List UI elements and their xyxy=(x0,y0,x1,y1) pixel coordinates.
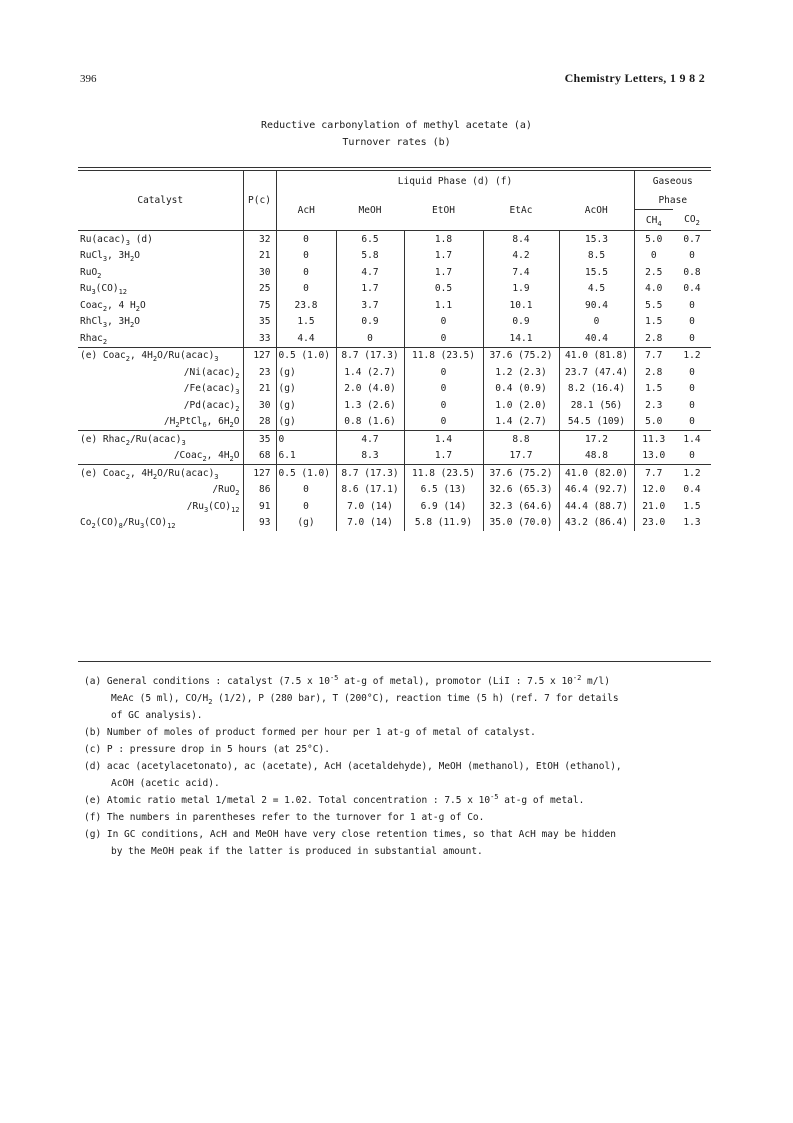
footnote-e: (e) Atomic ratio metal 1/metal 2 = 1.02. Total concentration : 7.5 x $10^{-5}$ at-g of metal. xyxy=(84,793,585,806)
header-pressure: P(c) xyxy=(243,171,276,231)
meoh-cell: 8.7 (17.3) xyxy=(336,465,404,482)
table-row xyxy=(78,231,711,248)
caption-title: Reductive carbonylation of methyl acetate (a) xyxy=(261,120,532,131)
ach-cell: 0 xyxy=(276,431,336,448)
table-row xyxy=(78,297,711,314)
data-table-container xyxy=(78,167,711,531)
p-cell: 32 xyxy=(243,231,276,248)
header-co2: $CO_2$ xyxy=(684,214,700,228)
meoh-cell: 1.4 (2.7) xyxy=(336,364,404,381)
footnote-c: (c) P : pressure drop in 5 hours (at 25°C). xyxy=(84,744,330,755)
p-cell: 30 xyxy=(243,397,276,414)
meoh-cell: 0 xyxy=(336,330,404,347)
p-cell: 35 xyxy=(243,431,276,448)
header-gaseous-1: Gaseous xyxy=(652,175,693,187)
table-row xyxy=(78,482,711,499)
catalyst-cell: $Ru_3(CO)_{12}$ xyxy=(78,281,243,298)
co2-cell: 1.5 xyxy=(683,500,701,512)
etoh-cell: 6.5 (13) xyxy=(404,482,483,499)
ch4-cell: 5.0 xyxy=(634,231,673,248)
catalyst-cell: /Coac$_2$, $4H_2O$ xyxy=(78,448,243,465)
catalyst-cell: (e) $Rhac_2/Ru(acac)_3$ xyxy=(78,431,243,448)
footnote-g-line2: by the MeOH peak if the latter is produced in substantial amount. xyxy=(111,846,483,857)
acoh-cell: 41.0 (81.8) xyxy=(559,347,634,364)
footnote-g-line1: (g) In GC conditions, AcH and MeOH have very close retention times, so that AcH may be hidden xyxy=(84,829,616,840)
ch4-cell: 7.7 xyxy=(634,465,673,482)
table-row xyxy=(78,515,711,532)
meoh-cell: 4.7 xyxy=(336,264,404,281)
acoh-cell: 17.2 xyxy=(559,431,634,448)
acoh-cell: 28.1 (56) xyxy=(559,397,634,414)
p-cell: 25 xyxy=(243,281,276,298)
ach-cell: (g) xyxy=(276,414,336,431)
footnote-a-line1: (a) General conditions : catalyst (7.5 x $10^{-5}$ at-g of metal), promotor (LiI : 7.5 x $10^{-2}$ m/l) xyxy=(84,674,610,687)
table-row xyxy=(78,314,711,331)
ach-cell: 1.5 xyxy=(276,314,336,331)
meoh-cell: 5.8 xyxy=(336,248,404,265)
catalyst-cell: $/Pd(acac)_2$ xyxy=(78,397,243,414)
etoh-cell: 11.8 (23.5) xyxy=(404,465,483,482)
meoh-cell: 7.0 (14) xyxy=(336,498,404,515)
acoh-cell: 54.5 (109) xyxy=(559,414,634,431)
co2-cell: 0 xyxy=(689,299,695,311)
catalyst-cell: RuCl$_3$, $3H_2O$ xyxy=(78,248,243,265)
p-cell: 127 xyxy=(243,347,276,364)
etac-cell: 10.1 xyxy=(483,297,559,314)
co2-cell: 0 xyxy=(689,450,695,462)
co2-cell: 0 xyxy=(689,399,695,411)
ch4-cell: 2.3 xyxy=(645,399,663,411)
catalyst-cell: (e) Coac$_2$, $4H_2O/Ru(acac)_3$ xyxy=(78,465,243,482)
table-row xyxy=(78,381,711,398)
acoh-cell: 48.8 xyxy=(559,448,634,465)
ch4-cell: 21.0 xyxy=(642,500,666,512)
p-cell: 23 xyxy=(243,364,276,381)
ch4-cell: 11.3 xyxy=(634,431,673,448)
catalyst-cell: $/Fe(acac)_3$ xyxy=(78,381,243,398)
ach-cell: (g) xyxy=(276,381,336,398)
acoh-cell: 43.2 (86.4) xyxy=(559,515,634,532)
header-acoh: AcOH xyxy=(559,191,634,231)
table-row xyxy=(78,264,711,281)
ach-cell: 4.4 xyxy=(276,330,336,347)
ach-cell: 0 xyxy=(276,482,336,499)
ach-cell: (g) xyxy=(276,397,336,414)
catalyst-cell: $/Ni(acac)_2$ xyxy=(78,364,243,381)
footnote-a-line3: of GC analysis). xyxy=(111,710,203,721)
catalyst-cell: $Co_2(CO)_8/Ru_3(CO)_{12}$ xyxy=(78,515,243,532)
co2-cell: 0 xyxy=(689,366,695,378)
etac-cell: 1.0 (2.0) xyxy=(483,397,559,414)
ch4-cell: 2.5 xyxy=(645,266,663,278)
co2-cell: 1.2 xyxy=(673,347,711,364)
table-caption xyxy=(0,117,793,151)
ach-cell: 0 xyxy=(276,264,336,281)
page-number: 396 xyxy=(80,73,97,85)
catalyst-cell: RuO$_2$ xyxy=(78,264,243,281)
p-cell: 33 xyxy=(243,330,276,347)
meoh-cell: 0.8 (1.6) xyxy=(336,414,404,431)
etoh-cell: 1.7 xyxy=(404,448,483,465)
ach-cell: 0 xyxy=(276,498,336,515)
p-cell: 21 xyxy=(243,381,276,398)
etoh-cell: 0 xyxy=(404,330,483,347)
ch4-cell: 1.5 xyxy=(645,316,663,328)
footnotes xyxy=(84,673,724,860)
caption-subtitle: Turnover rates (b) xyxy=(342,137,451,148)
header-liquid-phase: Liquid Phase (d) (f) xyxy=(276,171,634,191)
table-row xyxy=(78,364,711,381)
acoh-cell: 46.4 (92.7) xyxy=(559,482,634,499)
ch4-cell: 5.5 xyxy=(645,299,663,311)
meoh-cell: 4.7 xyxy=(336,431,404,448)
co2-cell: 0.7 xyxy=(673,231,711,248)
footnote-d-line2: AcOH (acetic acid). xyxy=(111,778,220,789)
ch4-cell: 4.0 xyxy=(645,283,663,295)
etac-cell: 37.6 (75.2) xyxy=(483,347,559,364)
meoh-cell: 8.7 (17.3) xyxy=(336,347,404,364)
etoh-cell: 5.8 (11.9) xyxy=(404,515,483,532)
co2-cell: 0.4 xyxy=(683,283,701,295)
etoh-cell: 1.7 xyxy=(404,248,483,265)
etoh-cell: 11.8 (23.5) xyxy=(404,347,483,364)
etoh-cell: 6.9 (14) xyxy=(404,498,483,515)
acoh-cell: 4.5 xyxy=(559,281,634,298)
etoh-cell: 1.7 xyxy=(404,264,483,281)
etac-cell: 4.2 xyxy=(483,248,559,265)
etoh-cell: 0 xyxy=(404,381,483,398)
etac-cell: 0.9 xyxy=(483,314,559,331)
table-row xyxy=(78,414,711,431)
header-row-1 xyxy=(78,171,711,191)
co2-cell: 1.2 xyxy=(673,465,711,482)
catalyst-cell: /RuO$_2$ xyxy=(78,482,243,499)
etac-cell: 14.1 xyxy=(483,330,559,347)
catalyst-cell: RhCl$_3$, $3H_2O$ xyxy=(78,314,243,331)
table-row xyxy=(78,397,711,414)
acoh-cell: 15.5 xyxy=(559,264,634,281)
catalyst-cell: $Ru(acac)_3$ (d) xyxy=(78,231,243,248)
co2-cell: 0.4 xyxy=(683,484,701,496)
p-cell: 28 xyxy=(243,414,276,431)
etoh-cell: 0.5 xyxy=(404,281,483,298)
meoh-cell: 1.3 (2.6) xyxy=(336,397,404,414)
acoh-cell: 40.4 xyxy=(559,330,634,347)
ch4-cell: 13.0 xyxy=(642,450,666,462)
ach-cell: 0 xyxy=(276,248,336,265)
etac-cell: 17.7 xyxy=(483,448,559,465)
catalyst-cell: (e) Coac$_2$, $4H_2O/Ru(acac)_3$ xyxy=(78,347,243,364)
ach-cell: (g) xyxy=(276,364,336,381)
table-row xyxy=(78,330,711,347)
ach-cell: (g) xyxy=(276,515,336,532)
co2-cell: 1.3 xyxy=(683,517,701,529)
co2-cell: 0.8 xyxy=(683,266,701,278)
co2-cell: 0 xyxy=(689,332,695,344)
acoh-cell: 15.3 xyxy=(559,231,634,248)
etoh-cell: 1.8 xyxy=(404,231,483,248)
ch4-cell: 1.5 xyxy=(645,383,663,395)
etac-cell: 32.6 (65.3) xyxy=(483,482,559,499)
p-cell: 127 xyxy=(243,465,276,482)
table-row xyxy=(78,498,711,515)
etoh-cell: 1.4 xyxy=(404,431,483,448)
etac-cell: 32.3 (64.6) xyxy=(483,498,559,515)
ach-cell: 6.1 xyxy=(276,448,336,465)
ach-cell: 0 xyxy=(276,281,336,298)
etac-cell: 37.6 (75.2) xyxy=(483,465,559,482)
meoh-cell: 2.0 (4.0) xyxy=(336,381,404,398)
p-cell: 86 xyxy=(243,482,276,499)
meoh-cell: 8.6 (17.1) xyxy=(336,482,404,499)
p-cell: 91 xyxy=(243,498,276,515)
table-row xyxy=(78,431,711,448)
etoh-cell: 0 xyxy=(404,397,483,414)
running-head: Chemistry Letters, 1 9 8 2 xyxy=(564,71,705,85)
meoh-cell: 7.0 (14) xyxy=(336,515,404,532)
co2-cell: 0 xyxy=(689,383,695,395)
catalyst-cell: $/H_2PtCl_6$, $6H_2O$ xyxy=(78,414,243,431)
catalyst-cell: Coac$_2$, 4 $H_2O$ xyxy=(78,297,243,314)
ch4-cell: 12.0 xyxy=(642,484,666,496)
co2-cell: 0 xyxy=(689,250,695,262)
table-bottom-rule xyxy=(78,661,711,662)
table-row xyxy=(78,347,711,364)
etac-cell: 7.4 xyxy=(483,264,559,281)
meoh-cell: 6.5 xyxy=(336,231,404,248)
etac-cell: 8.4 xyxy=(483,231,559,248)
acoh-cell: 41.0 (82.0) xyxy=(559,465,634,482)
footnote-b: (b) Number of moles of product formed per hour per 1 at-g of metal of catalyst. xyxy=(84,727,536,738)
etoh-cell: 1.1 xyxy=(404,297,483,314)
table-row xyxy=(78,465,711,482)
acoh-cell: 8.2 (16.4) xyxy=(559,381,634,398)
table-row xyxy=(78,281,711,298)
catalyst-cell: Rhac$_2$ xyxy=(78,330,243,347)
acoh-cell: 23.7 (47.4) xyxy=(559,364,634,381)
p-cell: 35 xyxy=(243,314,276,331)
p-cell: 21 xyxy=(243,248,276,265)
p-cell: 68 xyxy=(243,448,276,465)
p-cell: 93 xyxy=(243,515,276,532)
header-etoh: EtOH xyxy=(432,205,455,216)
ch4-cell: 0 xyxy=(650,250,657,262)
turnover-table xyxy=(78,171,711,531)
etoh-cell: 0 xyxy=(404,414,483,431)
etac-cell: 1.2 (2.3) xyxy=(483,364,559,381)
table-top-rule xyxy=(78,167,711,168)
co2-cell: 1.4 xyxy=(673,431,711,448)
ach-cell: 23.8 xyxy=(276,297,336,314)
etac-cell: 8.8 xyxy=(483,431,559,448)
ch4-cell: 7.7 xyxy=(634,347,673,364)
ach-cell: 0.5 (1.0) xyxy=(276,465,336,482)
etac-cell: 0.4 (0.9) xyxy=(483,381,559,398)
footnote-d-line1: (d) acac (acetylacetonato), ac (acetate), AcH (acetaldehyde), MeOH (methanol), EtOH (ethanol), xyxy=(84,761,622,772)
co2-cell: 0 xyxy=(689,416,695,428)
ach-cell: 0.5 (1.0) xyxy=(276,347,336,364)
etac-cell: 1.9 xyxy=(483,281,559,298)
table-row xyxy=(78,448,711,465)
etac-cell: 35.0 (70.0) xyxy=(483,515,559,532)
footnote-a-line2: MeAc (5 ml), $CO/H_2$ (1/2), P (280 bar), T (200°C), reaction time (5 h) (ref. 7 for details xyxy=(111,693,619,706)
header-ch4: $CH_4$ xyxy=(634,210,673,231)
co2-cell: 0 xyxy=(689,316,695,328)
footnote-f: (f) The numbers in parentheses refer to the turnover for 1 at-g of Co. xyxy=(84,812,485,823)
header-gaseous-2: Phase xyxy=(658,194,688,206)
header-catalyst: Catalyst xyxy=(78,171,243,231)
acoh-cell: 8.5 xyxy=(559,248,634,265)
etoh-cell: 0 xyxy=(404,364,483,381)
meoh-cell: 3.7 xyxy=(336,297,404,314)
meoh-cell: 1.7 xyxy=(336,281,404,298)
acoh-cell: 90.4 xyxy=(559,297,634,314)
p-cell: 30 xyxy=(243,264,276,281)
meoh-cell: 0.9 xyxy=(336,314,404,331)
ach-cell: 0 xyxy=(276,231,336,248)
ch4-cell: 5.0 xyxy=(645,416,663,428)
acoh-cell: 44.4 (88.7) xyxy=(559,498,634,515)
p-cell: 75 xyxy=(243,297,276,314)
ch4-cell: 2.8 xyxy=(645,332,663,344)
ch4-cell: 2.8 xyxy=(645,366,663,378)
ch4-cell: 23.0 xyxy=(642,517,666,529)
header-etac: EtAc xyxy=(509,205,533,216)
meoh-cell: 8.3 xyxy=(336,448,404,465)
header-ach: AcH xyxy=(297,205,315,216)
etac-cell: 1.4 (2.7) xyxy=(483,414,559,431)
acoh-cell: 0 xyxy=(559,314,634,331)
etoh-cell: 0 xyxy=(404,314,483,331)
catalyst-cell: $/Ru_3(CO)_{12}$ xyxy=(78,498,243,515)
table-row xyxy=(78,248,711,265)
header-meoh: MeOH xyxy=(358,205,382,216)
